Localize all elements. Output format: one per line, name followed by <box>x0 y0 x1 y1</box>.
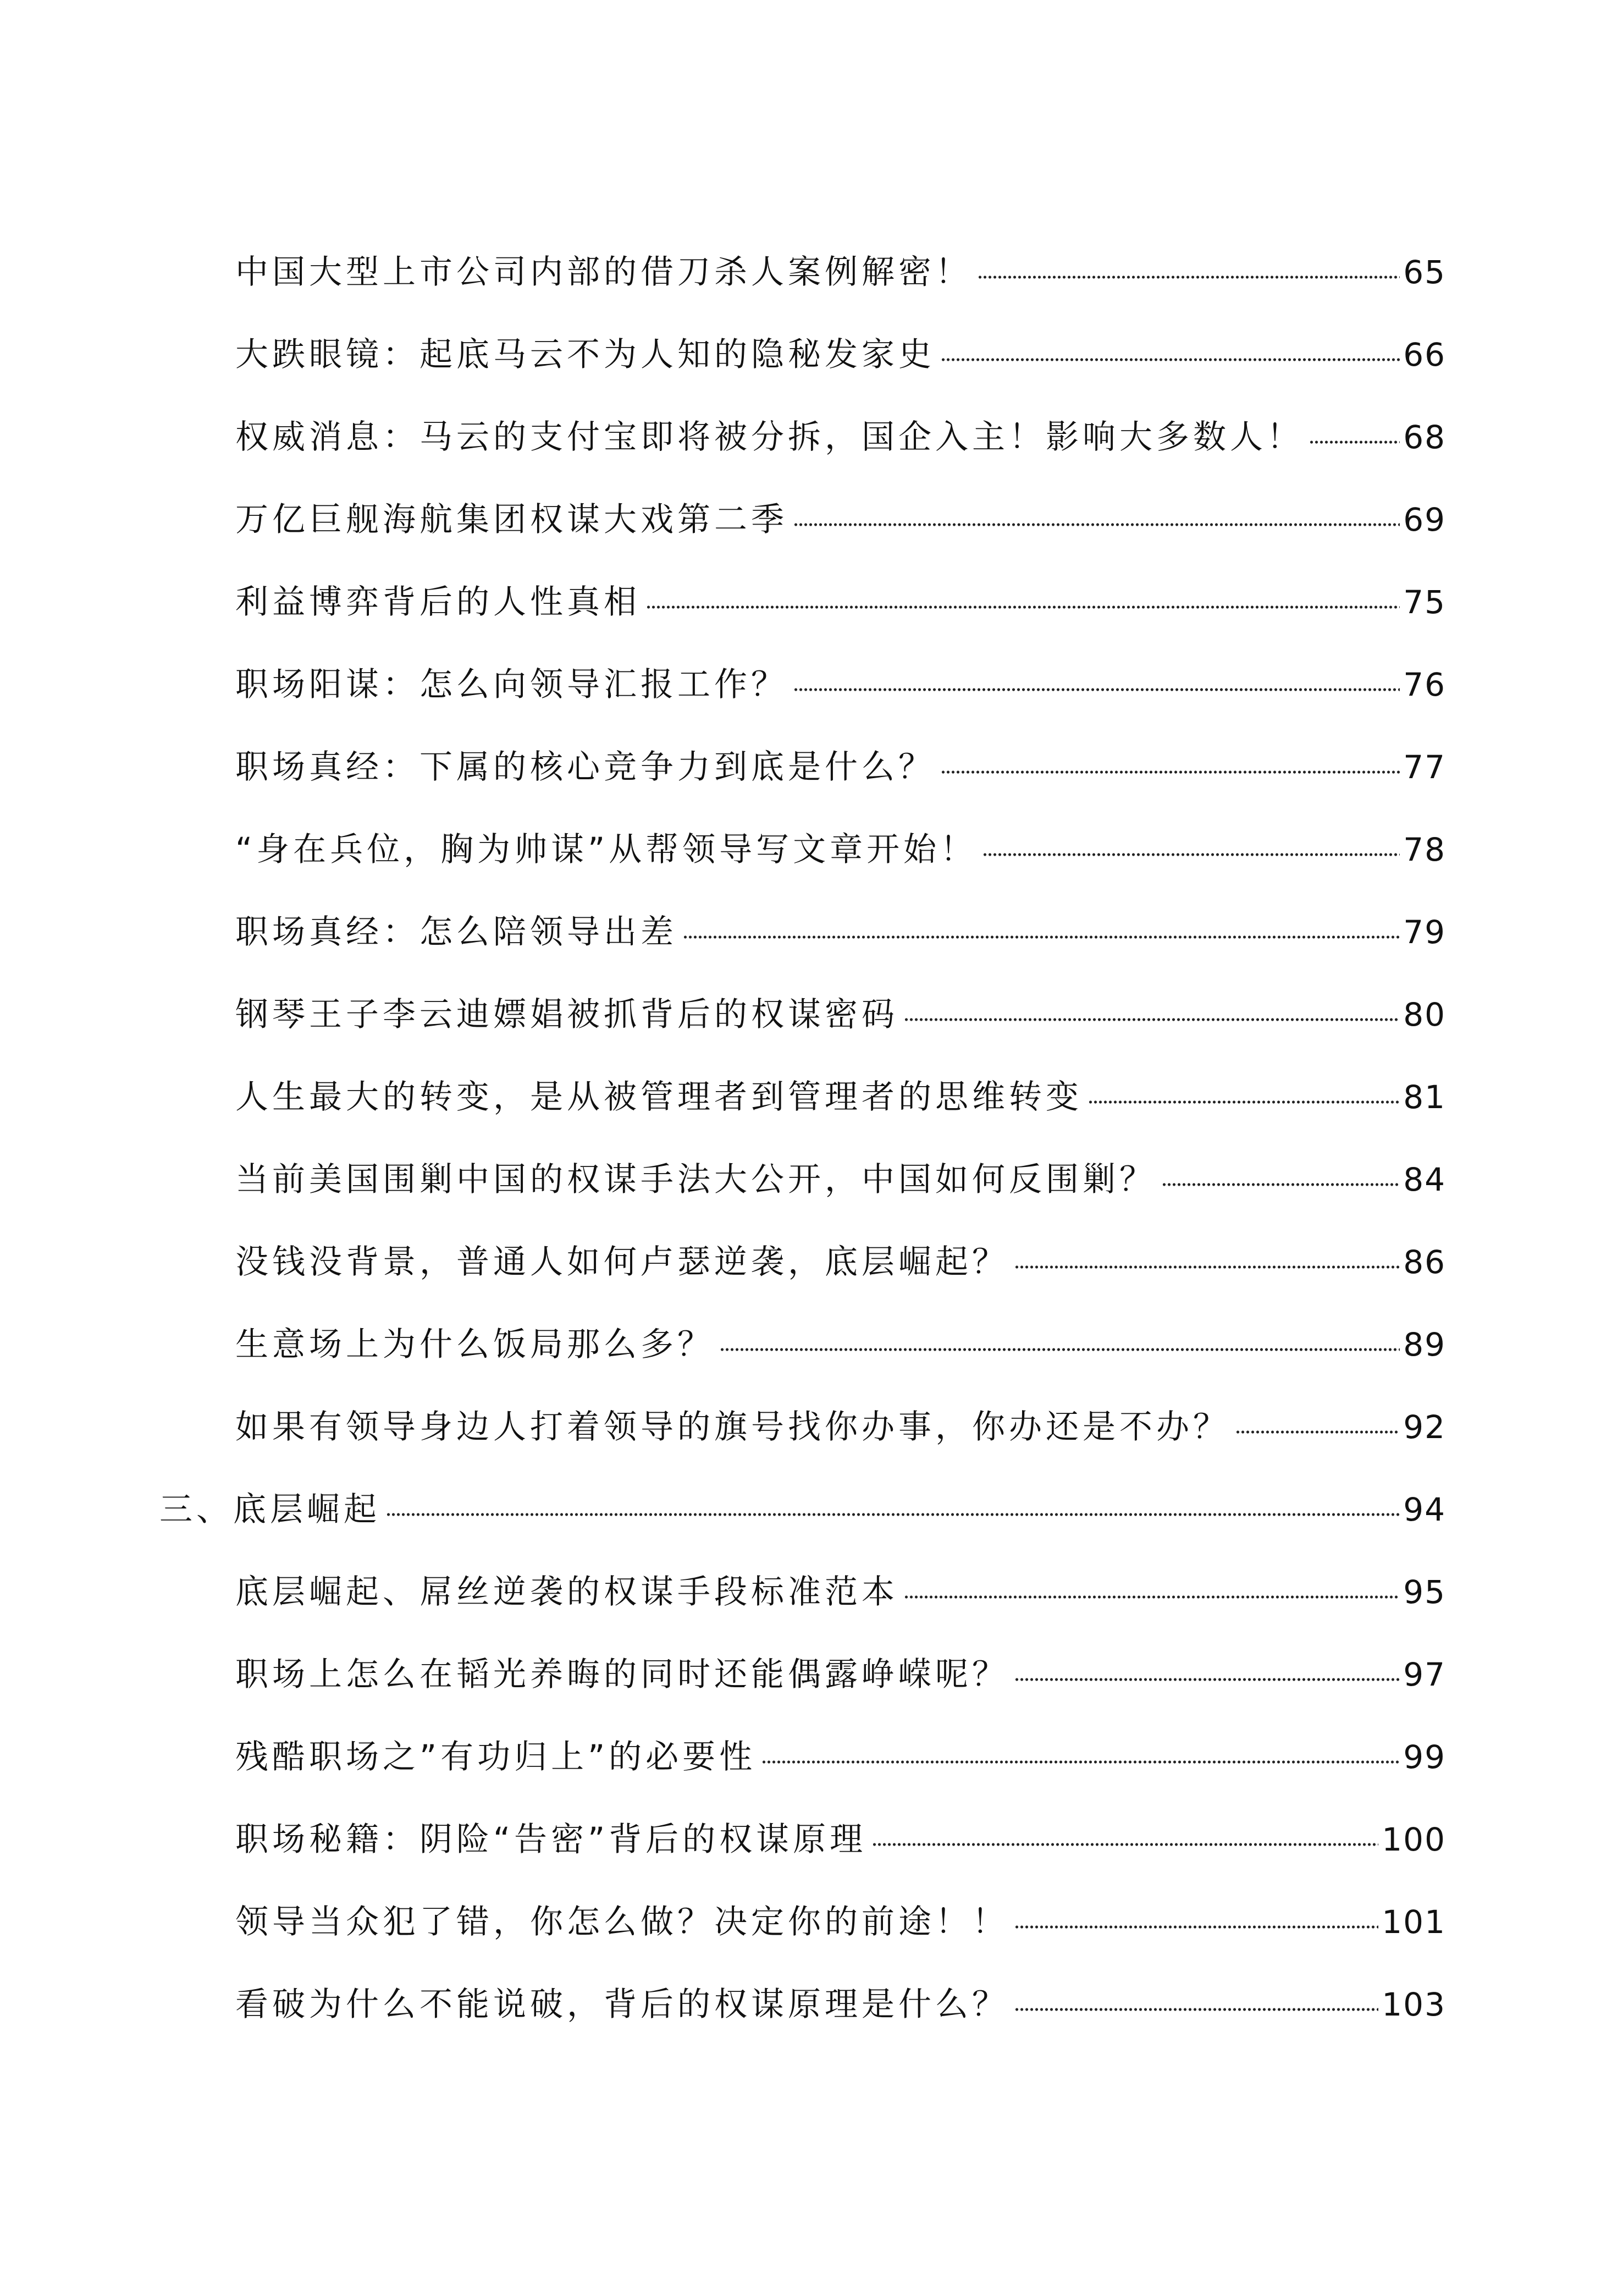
toc-dot-leader <box>1162 1183 1400 1186</box>
toc-entry-title: 看破为什么不能说破，背后的权谋原理是什么？ <box>235 1985 1009 2024</box>
toc-dot-leader <box>683 935 1400 939</box>
toc-dot-leader <box>1309 441 1400 444</box>
toc-entry[interactable] <box>235 1149 1446 1210</box>
toc-dot-leader <box>1014 1265 1400 1269</box>
toc-entry[interactable] <box>235 572 1446 632</box>
toc-entry-title: 万亿巨舰海航集团权谋大戏第二季 <box>235 500 788 539</box>
toc-dot-leader <box>761 1760 1400 1764</box>
toc-entry-title: 没钱没背景，普通人如何卢瑟逆袭，底层崛起？ <box>235 1243 1009 1281</box>
toc-entry-title: 职场上怎么在韬光养晦的同时还能偶露峥嵘呢？ <box>235 1655 1009 1694</box>
toc-dot-leader <box>978 276 1400 279</box>
toc-entry[interactable] <box>235 654 1446 715</box>
toc-entry-page: 79 <box>1403 913 1446 951</box>
toc-entry-title: 钢琴王子李云迪嫖娼被抓背后的权谋密码 <box>235 995 898 1034</box>
toc-entry[interactable] <box>235 819 1446 880</box>
toc-entry-title: 权威消息：马云的支付宝即将被分拆，国企入主！影响大多数人！ <box>235 418 1304 456</box>
toc-entry-page: 99 <box>1403 1738 1446 1776</box>
toc-entry-page: 80 <box>1403 996 1446 1033</box>
toc-entry-title: 生意场上为什么饭局那么多？ <box>235 1325 714 1364</box>
toc-entry[interactable] <box>235 902 1446 962</box>
toc-dot-leader <box>1014 1678 1400 1681</box>
toc-entry-page: 95 <box>1403 1573 1446 1611</box>
toc-dot-leader <box>904 1018 1400 1021</box>
toc-entry-page: 100 <box>1382 1821 1446 1858</box>
toc-entry-page: 68 <box>1403 419 1446 456</box>
toc-entry-title: “身在兵位，胸为帅谋”从帮领导写文章开始！ <box>235 830 978 869</box>
toc-entry-page: 77 <box>1403 748 1446 786</box>
toc-entry[interactable] <box>235 1562 1446 1622</box>
toc-dot-leader <box>386 1513 1400 1516</box>
toc-entry[interactable] <box>235 1892 1446 1952</box>
toc-entry-page: 69 <box>1403 501 1446 538</box>
toc-entry[interactable] <box>235 1809 1446 1870</box>
toc-dot-leader <box>1235 1430 1400 1434</box>
toc-entry[interactable] <box>235 407 1446 467</box>
toc-entry-title: 职场真经：怎么陪领导出差 <box>235 913 677 951</box>
toc-dot-leader <box>872 1843 1378 1846</box>
toc-entry-page: 103 <box>1382 1986 1446 2023</box>
toc-dot-leader <box>1088 1100 1400 1104</box>
toc-entry-page: 78 <box>1403 831 1446 868</box>
toc-entry[interactable] <box>235 242 1446 302</box>
toc-entry-page: 92 <box>1403 1408 1446 1446</box>
toc-entry-title: 大跌眼镜：起底马云不为人知的隐秘发家史 <box>235 335 935 374</box>
toc-entry-title: 职场秘籍：阴险“告密”背后的权谋原理 <box>235 1820 867 1859</box>
toc-dot-leader <box>941 770 1400 774</box>
toc-entry-page: 81 <box>1403 1078 1446 1116</box>
toc-entry[interactable] <box>235 1067 1446 1127</box>
toc-entry[interactable] <box>235 737 1446 797</box>
toc-dot-leader <box>720 1348 1400 1351</box>
toc-entry-title: 底层崛起、屌丝逆袭的权谋手段标准范本 <box>235 1573 898 1611</box>
toc-section-heading[interactable] <box>159 1479 1446 1540</box>
toc-entry-page: 101 <box>1382 1903 1446 1941</box>
toc-dot-leader <box>1014 1925 1378 1929</box>
toc-section-title: 三、底层崛起 <box>159 1490 380 1529</box>
toc-entry-page: 86 <box>1403 1243 1446 1281</box>
toc-dot-leader <box>982 853 1400 856</box>
toc-dot-leader <box>904 1595 1400 1599</box>
toc-entry-page: 84 <box>1403 1161 1446 1198</box>
toc-entry[interactable] <box>235 1644 1446 1705</box>
toc-entry-title: 中国大型上市公司内部的借刀杀人案例解密！ <box>235 253 972 291</box>
toc-entry-page: 75 <box>1403 583 1446 621</box>
toc-entry-title: 当前美国围剿中国的权谋手法大公开，中国如何反围剿？ <box>235 1160 1156 1199</box>
toc-entry[interactable] <box>235 324 1446 385</box>
toc-entry-title: 如果有领导身边人打着领导的旗号找你办事，你办还是不办？ <box>235 1408 1230 1446</box>
toc-dot-leader <box>1014 2008 1378 2011</box>
toc-dot-leader <box>646 605 1400 609</box>
toc-entry[interactable] <box>235 1974 1446 2035</box>
toc-entry[interactable] <box>235 1397 1446 1457</box>
toc-dot-leader <box>793 523 1400 526</box>
toc-entry-page: 65 <box>1403 254 1446 291</box>
toc-entry[interactable] <box>235 1314 1446 1375</box>
toc-entry-title: 人生最大的转变，是从被管理者到管理者的思维转变 <box>235 1078 1083 1116</box>
toc-entry-page: 97 <box>1403 1656 1446 1693</box>
toc-section-page: 94 <box>1403 1491 1446 1528</box>
toc-dot-leader <box>793 688 1400 691</box>
toc-entry-title: 职场阳谋：怎么向领导汇报工作？ <box>235 665 788 704</box>
toc-entry-page: 66 <box>1403 336 1446 373</box>
toc-entry-title: 职场真经：下属的核心竞争力到底是什么？ <box>235 748 935 786</box>
toc-entry-page: 76 <box>1403 666 1446 703</box>
toc-entry[interactable] <box>235 984 1446 1045</box>
toc-dot-leader <box>941 358 1400 361</box>
toc-entry[interactable] <box>235 1727 1446 1787</box>
toc-entry-title: 利益博弈背后的人性真相 <box>235 583 641 621</box>
toc-entry-page: 89 <box>1403 1326 1446 1363</box>
toc-entry[interactable] <box>235 1232 1446 1292</box>
toc-entry-title: 残酷职场之”有功归上”的必要性 <box>235 1738 757 1776</box>
toc-entry[interactable] <box>235 489 1446 550</box>
toc-entry-title: 领导当众犯了错，你怎么做？决定你的前途！！ <box>235 1903 1009 1941</box>
